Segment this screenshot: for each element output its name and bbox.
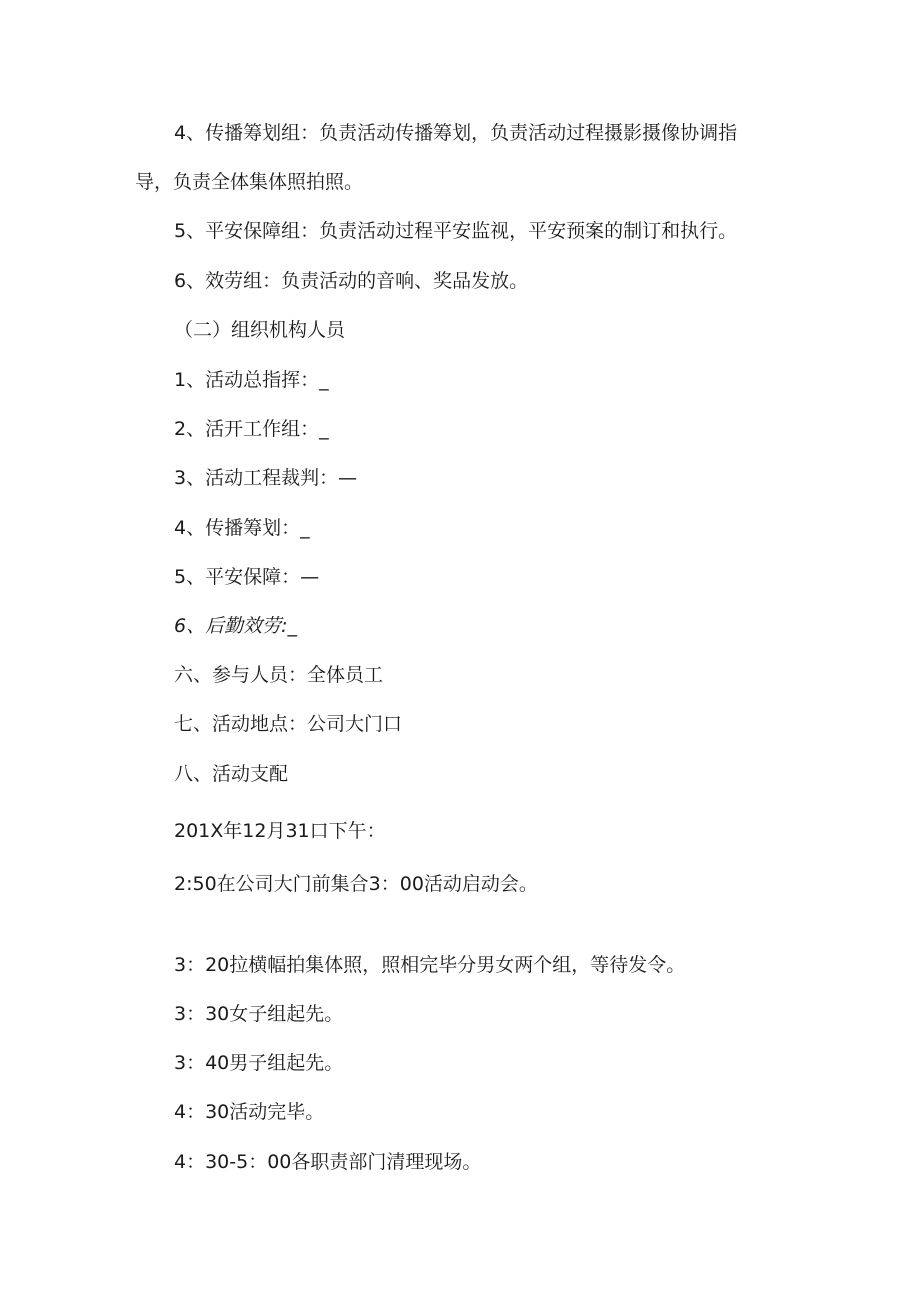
- section-heading: 八、活动支配: [174, 763, 289, 785]
- list-item: 4、传播筹划：_: [174, 517, 310, 539]
- schedule-item: 3：30女子组起先。: [174, 1003, 344, 1025]
- schedule-item: 4：30-5：00各职责部门清理现场。: [174, 1151, 482, 1173]
- list-item: 6、后勤效劳:_: [174, 615, 297, 637]
- schedule-item: 4：30活动完毕。: [174, 1101, 325, 1123]
- paragraph-line: 4、传播筹划组：负责活动传播筹划，负责活动过程摄影摄像协调指: [174, 122, 738, 144]
- list-item: 2、活开工作组：_: [174, 418, 329, 440]
- paragraph-line: 5、平安保障组：负责活动过程平安监视，平安预案的制订和执行。: [174, 220, 738, 242]
- list-item: 3、活动工程裁判：—: [174, 467, 358, 489]
- paragraph-line: 6、效劳组：负责活动的音响、奖品发放。: [174, 270, 529, 292]
- schedule-item: 3：20拉横幅拍集体照，照相完毕分男女两个组，等待发令。: [174, 954, 686, 976]
- list-item: 1、活动总指挥：_: [174, 369, 329, 391]
- schedule-date: 201X年12月31口下午：: [174, 820, 386, 842]
- schedule-item: 2:50在公司大门前集合3：00活动启动会。: [174, 873, 538, 895]
- paragraph-line-continuation: 导，负责全体集体照拍照。: [135, 171, 364, 193]
- section-heading: 六、参与人员：全体员工: [174, 664, 384, 686]
- schedule-item: 3：40男子组起先。: [174, 1052, 344, 1074]
- section-heading: （二）组织机构人员: [174, 319, 346, 341]
- section-heading: 七、活动地点：公司大门口: [174, 713, 403, 735]
- list-item: 5、平安保障：—: [174, 566, 320, 588]
